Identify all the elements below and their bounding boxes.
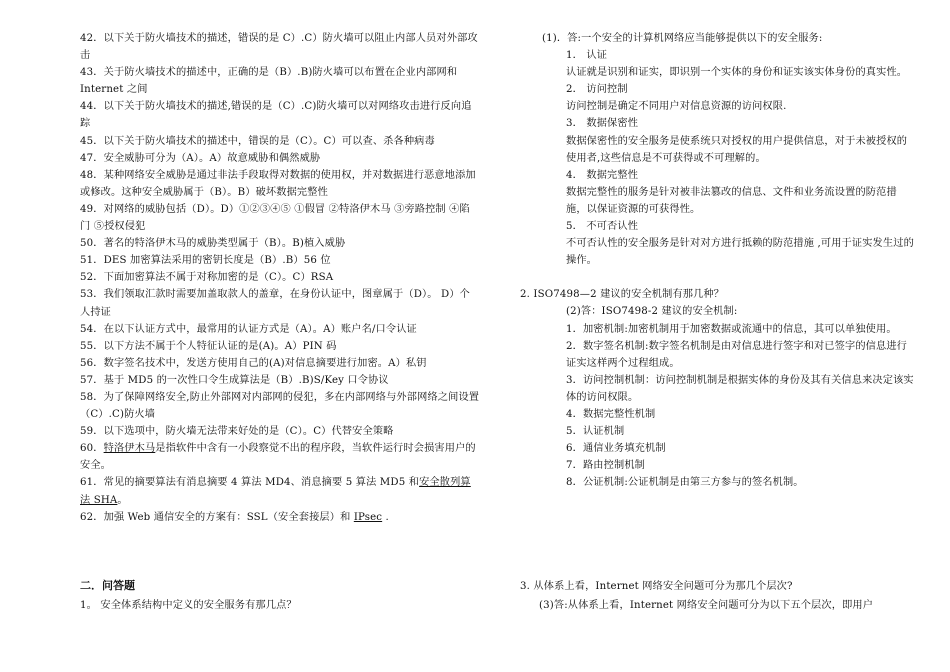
question-item: 49．对网络的威胁包括（D）。D）①②③④⑤ ①假冒 ②特洛伊木马 ③旁路控制 ④陷门 ⑤授权侵犯 bbox=[80, 203, 470, 233]
question-item: 59．以下选项中，防火墙无法带来好处的是（C）。C）代替安全策略 bbox=[80, 426, 394, 438]
question-item: 45．以下关于防火墙技术的描述中，错误的是（C）。C）可以查、杀各种病毒 bbox=[80, 135, 435, 147]
item-end: . bbox=[382, 511, 389, 523]
mechanism-item: 3．访问控制机制：访问控制机制是根据实体的身份及其有关信息来决定该实体的访问权限。 bbox=[566, 374, 914, 403]
mechanism-item: 8．公证机制:公证机制是由第三方参与的签名机制。 bbox=[566, 477, 804, 489]
mechanism-item: 5．认证机制 bbox=[566, 426, 625, 438]
question-item-60 bbox=[80, 440, 480, 474]
question-item: 57．基于 MD5 的一次性口令生成算法是（B）.B)S/Key 口令协议 bbox=[80, 374, 389, 386]
item-text: 62．加强 Web 通信安全的方案有：SSL（安全套接层）和 bbox=[80, 511, 354, 523]
item-end: 。 bbox=[117, 494, 128, 506]
question-item: 56．数字签名技术中，发送方使用自己的(A)对信息摘要进行加密。A）私钥 bbox=[80, 357, 427, 369]
underlined-term: 特洛伊木马 bbox=[103, 443, 156, 455]
answer-3: (3)答:从体系上看，Internet 网络安全问题可分为以下五个层次，即用户 bbox=[539, 600, 874, 611]
underlined-term: IPsec bbox=[353, 511, 383, 523]
answer-2-intro: (2)答：ISO7498-2 建议的安全机制: bbox=[566, 306, 738, 318]
service-desc: 不可否认性的安全服务是针对对方进行抵赖的防范措施 ,可用于证实发生过的操作。 bbox=[566, 238, 914, 267]
mechanism-item: 1．加密机制:加密机制用于加密数据或流通中的信息，其可以单独使用。 bbox=[566, 323, 897, 335]
left-column bbox=[80, 30, 480, 526]
question-item: 50．著名的特洛伊木马的威胁类型属于（B）。B)植入威胁 bbox=[80, 238, 346, 250]
question-item-61 bbox=[80, 474, 480, 508]
right-column bbox=[520, 30, 915, 491]
service-title: 4． 数据完整性 bbox=[566, 169, 639, 181]
question-item: 47．安全威胁可分为（A）。A）故意威胁和偶然威胁 bbox=[80, 152, 321, 164]
service-title: 2． 访问控制 bbox=[566, 84, 628, 96]
question-item: 52．下面加密算法不属于对称加密的是（C）。C）RSA bbox=[80, 272, 334, 284]
question-item: 54．在以下认证方式中，最常用的认证方式是（A）。A）账户名/口令认证 bbox=[80, 323, 417, 335]
item-text: 是指软件中含有一小段察觉不出的程序段，当软件运行时会损害用户的安全。 bbox=[80, 443, 476, 472]
question-2: 2. ISO7498—2 建议的安全机制有那几种？ bbox=[520, 289, 725, 301]
mechanism-item: 6．通信业务填充机制 bbox=[566, 443, 666, 455]
question-item: 55．以下方法不属于个人特征认证的是(A)。A）PIN 码 bbox=[80, 340, 337, 352]
section-heading: 二．问答题 bbox=[80, 579, 135, 592]
question-item: 48．某种网络安全威胁是通过非法手段取得对数据的使用权，并对数据进行恶意地添加或修改。这种安全威胁属于（B）。B）破坏数据完整性 bbox=[80, 169, 476, 198]
service-desc: 数据保密性的安全服务是使系统只对授权的用户提供信息，对于未被授权的使用者,这些信息是不可获得或不可理解的。 bbox=[566, 135, 908, 164]
question-item-62 bbox=[80, 509, 480, 526]
service-title: 3． 数据保密性 bbox=[566, 118, 639, 130]
question-item: 44．以下关于防火墙技术的描述,错误的是（C）.C)防火墙可以对网络攻击进行反向追踪 bbox=[80, 101, 472, 130]
question-1: 1。 安全体系结构中定义的安全服务有那几点？ bbox=[80, 600, 297, 611]
service-title: 1． 认证 bbox=[566, 50, 608, 62]
service-desc: 访问控制是确定不同用户对信息资源的访问权限. bbox=[566, 101, 787, 113]
question-item: 42．以下关于防火墙技术的描述，错误的是 C）.C）防火墙可以阻止内部人员对外部攻击 bbox=[80, 33, 478, 62]
service-desc: 认证就是识别和证实，即识别一个实体的身份和证实该实体身份的真实性。 bbox=[566, 67, 908, 79]
question-item: 53．我们领取汇款时需要加盖取款人的盖章，在身份认证中，图章属于（D）。 D）个人持证 bbox=[80, 289, 470, 318]
mechanism-item: 4．数据完整性机制 bbox=[566, 408, 656, 420]
question-item: 51．DES 加密算法采用的密钥长度是（B）.B）56 位 bbox=[80, 255, 331, 267]
mechanism-item: 2．数字签名机制:数字签名机制是由对信息进行签字和对已签字的信息进行证实这样两个过程组成。 bbox=[566, 340, 908, 369]
question-item: 43．关于防火墙技术的描述中，正确的是（B）.B)防火墙可以布置在企业内部网和 Internet 之间 bbox=[80, 67, 458, 96]
question-item: 58．为了保障网络安全,防止外部网对内部网的侵犯，多在内部网络与外部网络之间设置（C）.C)防火墙 bbox=[80, 391, 480, 421]
question-3: 3. 从体系上看，Internet 网络安全问题可分为那几个层次? bbox=[520, 581, 793, 592]
item-text: 61．常见的摘要算法有消息摘要 4 算法 MD4、消息摘要 5 算法 MD5 和 bbox=[80, 477, 420, 489]
mechanism-item: 7．路由控制机制 bbox=[566, 460, 645, 472]
service-title: 5． 不可否认性 bbox=[566, 221, 639, 233]
item-number: 60． bbox=[80, 443, 104, 455]
underlined-term: 安全散列算法 SHA bbox=[80, 477, 471, 506]
answer-1-intro: (1)．答:一个安全的计算机网络应当能够提供以下的安全服务: bbox=[542, 33, 823, 44]
service-desc: 数据完整性的服务是针对被非法篡改的信息、文件和业务流设置的防范措施，以保证资源的可获得性。 bbox=[566, 186, 897, 215]
